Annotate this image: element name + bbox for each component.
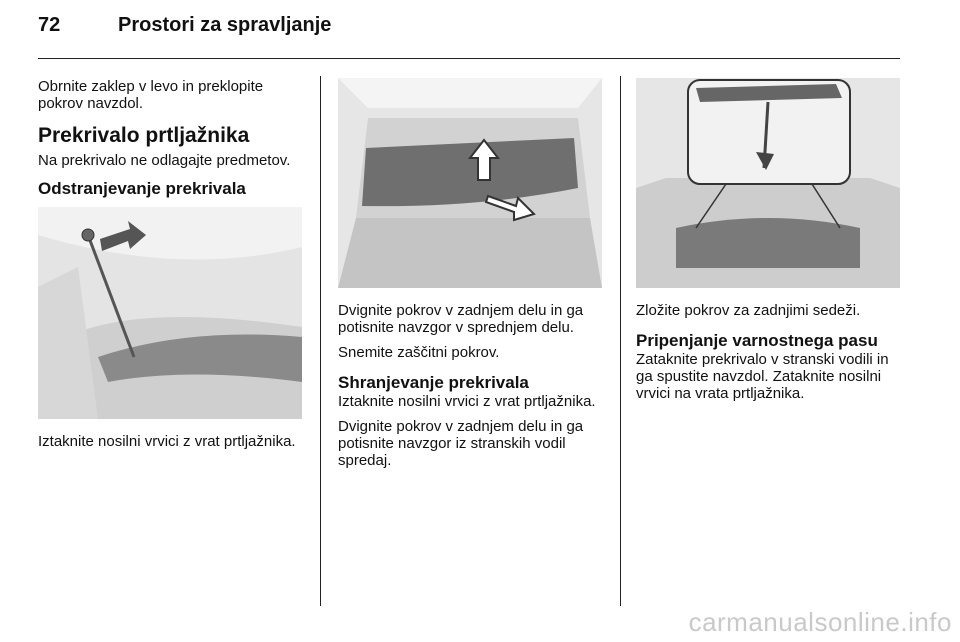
column-divider-2	[620, 76, 621, 606]
instruction-remove-protector: Snemite zaščitni pokrov.	[338, 344, 500, 361]
column-2	[338, 78, 606, 477]
column-divider-1	[320, 76, 321, 606]
page-number: 72	[38, 14, 61, 36]
figure-lift-cover	[338, 78, 602, 288]
page-title: Prostori za spravljanje	[118, 14, 332, 36]
section-subtext: Na prekrivalo ne odlagajte predmetov.	[38, 152, 291, 169]
instruction-unhook: Iztaknite nosilni vrvici z vrat prtljažnika.	[338, 393, 596, 410]
figure-fold-cover	[636, 78, 900, 288]
instruction-slide-out: Dvignite pokrov v zadnjem delu in ga potisnite navzgor iz stranskih vodil spredaj.	[338, 418, 584, 469]
watermark-text: carmanualsonline.info	[688, 607, 952, 637]
section-heading: Prekrivalo prtljažnika	[38, 124, 250, 147]
removal-heading: Odstranjevanje prekrivala	[38, 179, 246, 198]
storage-heading: Shranjevanje prekrivala	[338, 373, 529, 392]
instruction-fold: Zložite pokrov za zadnjimi sedeži.	[636, 302, 861, 319]
instruction-lift: Dvignite pokrov v zadnjem delu in ga potisnite navzgor v sprednjem delu.	[338, 302, 584, 336]
column-1	[38, 78, 306, 458]
intro-text: Obrnite zaklep v levo in preklopite pokrov navzdol.	[38, 78, 264, 112]
header-rule	[38, 58, 900, 59]
instruction-attach: Zataknite prekrivalo v stranski vodili in ga spustite navzdol. Zataknite nosilni vrvici na vrata prtljažnika.	[636, 351, 889, 402]
column-3	[636, 78, 902, 410]
figure-caption: Iztaknite nosilni vrvici z vrat prtljažnika.	[38, 433, 296, 450]
belt-heading: Pripenjanje varnostnega pasu	[636, 331, 878, 350]
figure-tailgate-cord	[38, 207, 302, 419]
